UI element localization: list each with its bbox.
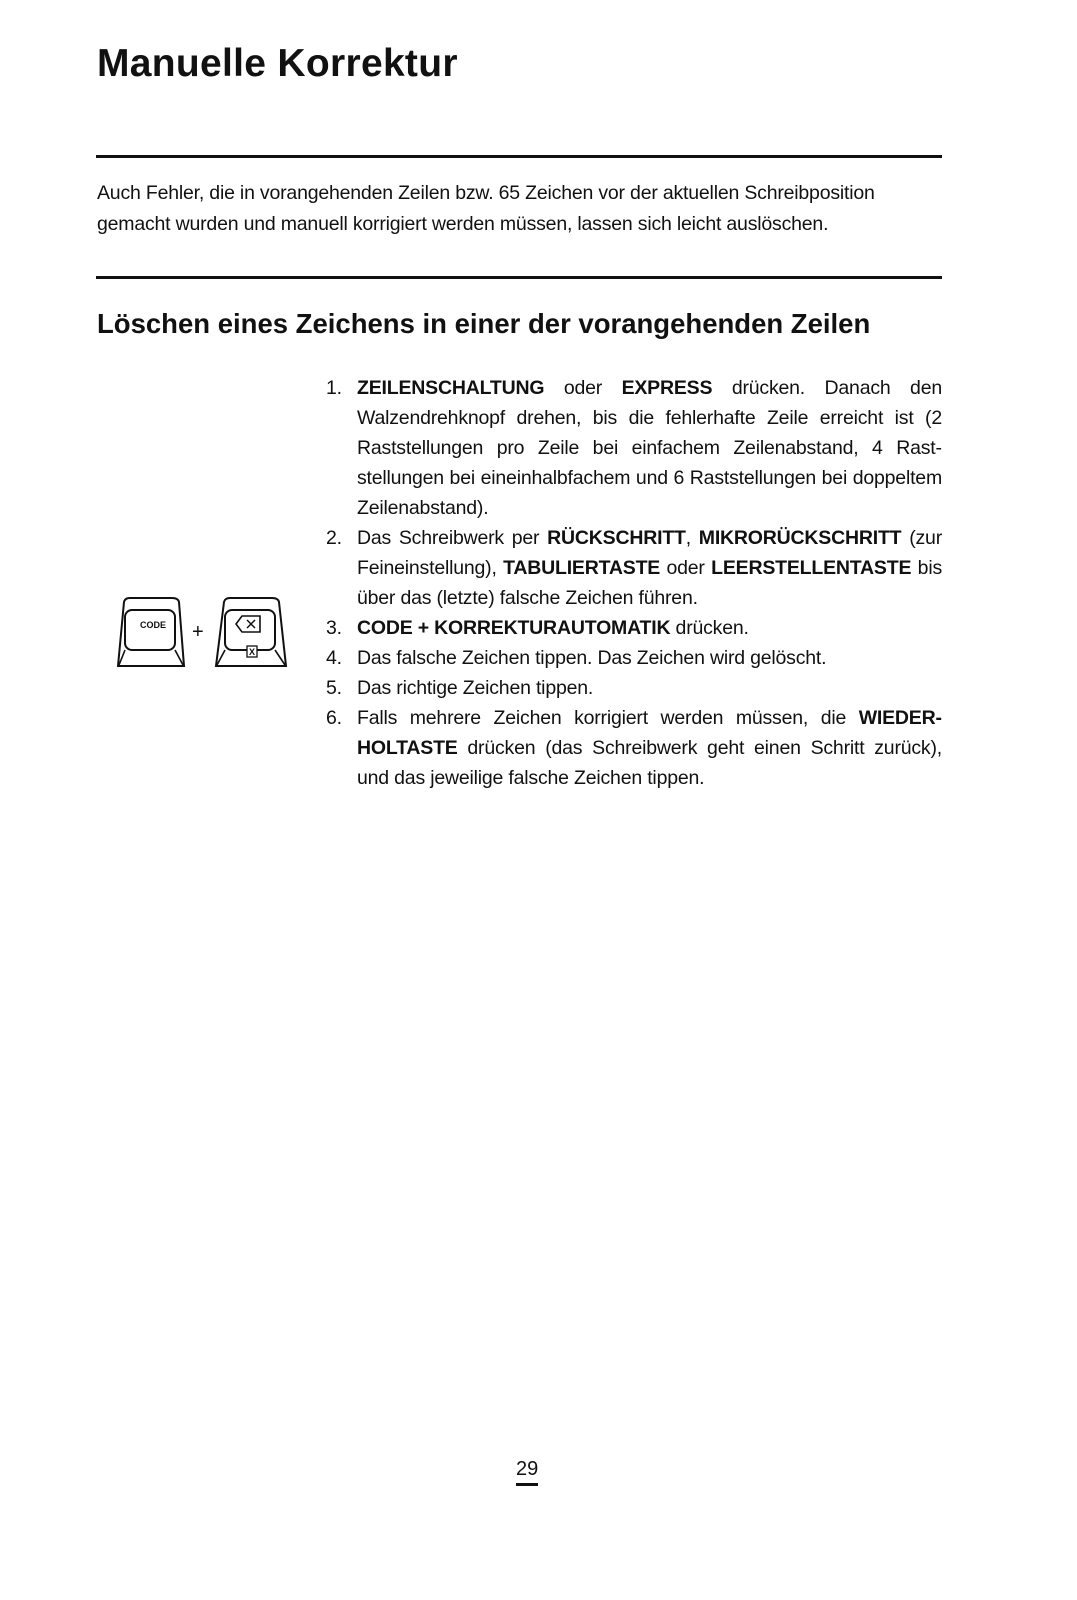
step-key-name: ZEILENSCHALTUNG [357,377,545,399]
step-item [326,523,942,613]
step-text: drücken (das Schreibwerk geht einen Schritt zurück), und das jeweilige falsche Zeichen tippen. [357,737,942,789]
step-item [326,373,942,523]
step-text: Das falsche Zeichen tippen. Das Zeichen wird gelöscht. [357,647,827,669]
step-text: drücken. [670,617,749,639]
step-number: 3. [326,617,342,639]
key-combination-illustration [112,596,292,670]
step-number: 5. [326,677,342,699]
code-key-label: CODE [140,620,167,630]
page-title: Manuelle Korrektur [97,42,458,85]
section-heading: Löschen eines Zeichens in einer der vorangehenden Zeilen [97,308,871,339]
step-key-name: LEERSTELLENTASTE [711,557,912,579]
step-text: drücken. Danach den Walzendrehknopf drehen, bis die fehlerhafte Zeile erreicht ist (2 Raststellungen pro Zeile bei einfachem Zeilenabstand, 4 Raststellungen bei eineinhalbfachem und 6 Raststellungen bei doppeltem Zeilenabstand). [357,377,942,519]
step-key-name: CODE + KORREKTURAUTOMATIK [357,617,671,639]
step-item [326,643,942,673]
intro-paragraph: Auch Fehler, die in vorangehenden Zeilen bzw. 65 Zeichen vor der aktuellen Schreibposition gemacht wurden und manuell korrigiert werden müssen, lassen sich leicht auslöschen. [97,182,875,235]
step-text: (zur Feineinstellung), [357,527,942,579]
step-item [326,703,942,793]
divider-top [96,155,942,158]
step-number: 2. [326,527,342,549]
step-text: Falls mehrere Zeichen korrigiert werden müssen, die [357,707,859,729]
instruction-steps [326,373,942,793]
step-key-name: EXPRESS [621,377,713,399]
step-text: Das richtige Zeichen tippen. [357,677,594,699]
correction-key-icon [216,598,286,666]
step-item [326,613,942,643]
step-text: oder [544,377,622,399]
plus-sign: + [192,621,204,643]
svg-text:X: X [249,647,256,657]
correction-x-icon [247,646,257,657]
step-text: oder [660,557,712,579]
step-text: , [685,527,699,549]
step-number: 1. [326,377,342,399]
step-key-name: TABULIERTASTE [503,557,661,579]
step-number: 4. [326,647,342,669]
divider-middle [96,276,942,279]
step-key-name: RÜCKSCHRITT [547,527,686,549]
step-item [326,673,942,703]
code-key-icon [118,598,184,666]
step-key-name: WIEDERHOLTASTE [357,707,942,759]
step-text: bis über das (letzte) falsche Zeichen führen. [357,557,942,609]
step-number: 6. [326,707,342,729]
step-text: Das Schreibwerk per [357,527,548,549]
step-key-name: MIKRORÜCKSCHRITT [698,527,902,549]
page-number: 29 [516,1458,538,1486]
